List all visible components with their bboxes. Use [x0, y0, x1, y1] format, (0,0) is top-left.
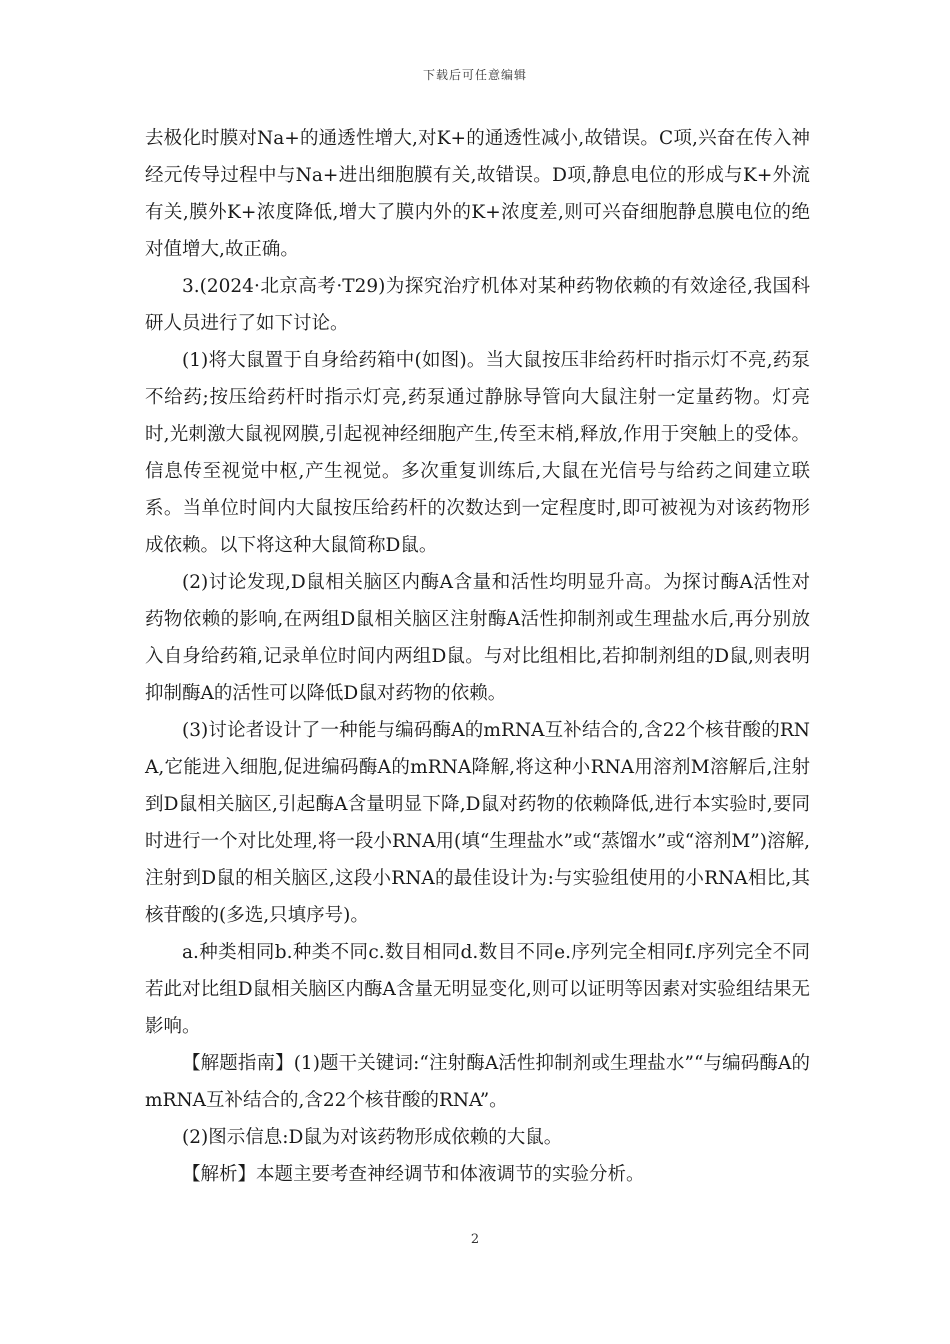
paragraph-part-3: (3)讨论者设计了一种能与编码酶A的mRNA互补结合的,含22个核苷酸的RNA,它能进入细胞,促进编码酶A的mRNA降解,将这种小RNA用溶剂M溶解后,注射到D鼠相关脑区,引起酶A含量明显下降,D鼠对药物的依赖降低,进行本实验时,要同时进行一个对比处理,将一段小RNA用(填“生理盐水”或“蒸馏水”或“溶剂M”)溶解,注射到D鼠的相关脑区,这段小RNA的最佳设计为:与实验组使用的小RNA相比,其核苷酸的(多选,只填序号)。 [145, 720, 810, 926]
page-header: 下载后可任意编辑 [422, 68, 527, 82]
document-body [145, 120, 810, 1193]
paragraph-continuation: 去极化时膜对Na+的通透性增大,对K+的通透性减小,故错误。C项,兴奋在传入神经元传导过程中与Na+进出细胞膜有关,故错误。D项,静息电位的形成与K+外流有关,膜外K+浓度降低,增大了膜内外的K+浓度差,则可兴奋细胞静息膜电位的绝对值增大,故正确。 [145, 128, 810, 260]
paragraph-analysis: 【解析】本题主要考查神经调节和体液调节的实验分析。 [182, 1164, 645, 1185]
paragraph-part-1: (1)将大鼠置于自身给药箱中(如图)。当大鼠按压非给药杆时指示灯不亮,药泵不给药;按压给药杆时指示灯亮,药泵通过静脉导管向大鼠注射一定量药物。灯亮时,光刺激大鼠视网膜,引起视神经细胞产生,传至末梢,释放,作用于突触上的受体。信息传至视觉中枢,产生视觉。多次重复训练后,大鼠在光信号与给药之间建立联系。当单位时间内大鼠按压给药杆的次数达到一定程度时,即可被视为对该药物形成依赖。以下将这种大鼠简称D鼠。 [145, 350, 810, 556]
paragraph-options: a.种类相同b.种类不同c.数目相同d.数目不同e.序列完全相同f.序列完全不同若此对比组D鼠相关脑区内酶A含量无明显变化,则可以证明等因素对实验组结果无影响。 [145, 942, 810, 1037]
paragraph-figure-info: (2)图示信息:D鼠为对该药物形成依赖的大鼠。 [182, 1127, 563, 1148]
paragraph-guide: 【解题指南】(1)题干关键词:“注射酶A活性抑制剂或生理盐水”“与编码酶A的mRNA互补结合的,含22个核苷酸的RNA”。 [145, 1053, 810, 1111]
page-number: 2 [470, 1232, 480, 1247]
paragraph-part-2: (2)讨论发现,D鼠相关脑区内酶A含量和活性均明显升高。为探讨酶A活性对药物依赖的影响,在两组D鼠相关脑区注射酶A活性抑制剂或生理盐水后,再分别放入自身给药箱,记录单位时间内两组D鼠。与对比组相比,若抑制剂组的D鼠,则表明抑制酶A的活性可以降低D鼠对药物的依赖。 [145, 572, 810, 704]
paragraph-question-3: 3.(2024·北京高考·T29)为探究治疗机体对某种药物依赖的有效途径,我国科研人员进行了如下讨论。 [145, 276, 810, 334]
